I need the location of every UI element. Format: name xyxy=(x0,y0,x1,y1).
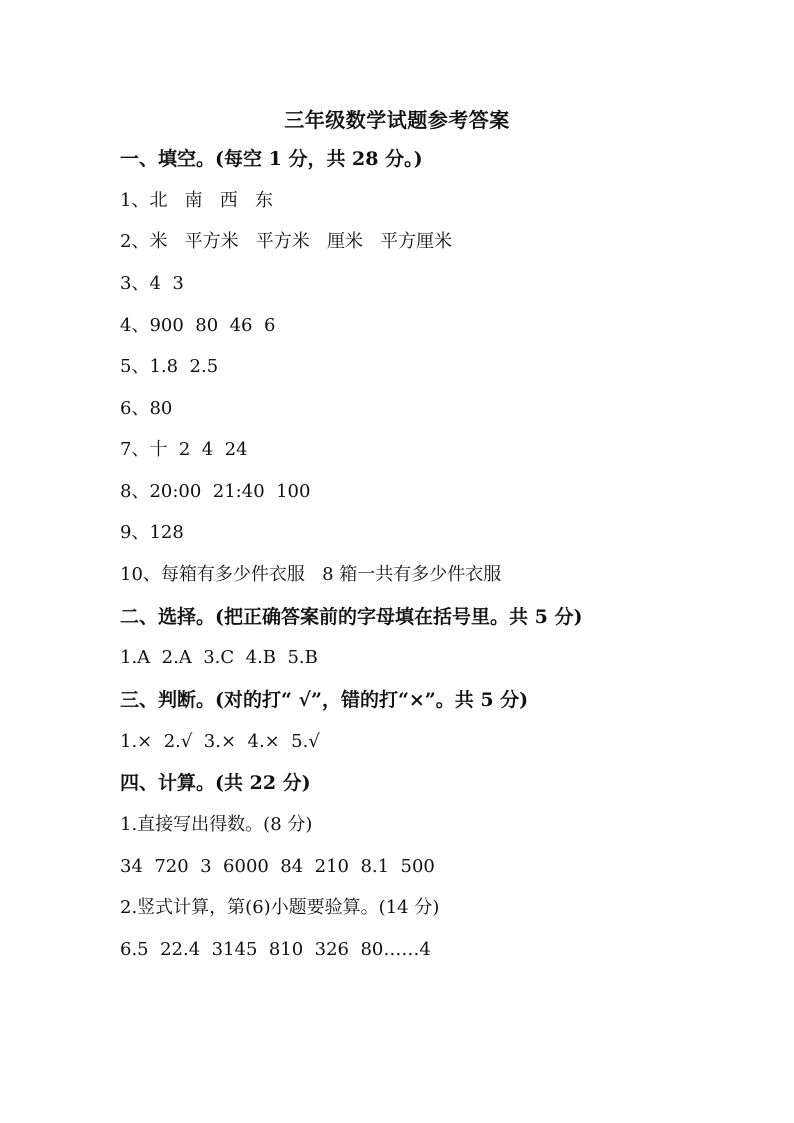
answer-line-6: 6、80 xyxy=(120,398,173,419)
section-heading-choice: 二、选择。(把正确答案前的字母填在括号里。共 5 分) xyxy=(120,606,583,628)
answer-line-2: 2、米 平方米 平方米 厘米 平方厘米 xyxy=(120,231,453,252)
section-heading-fill-blank: 一、填空。(每空 1 分，共 28 分。) xyxy=(120,148,423,170)
document-title: 三年级数学试题参考答案 xyxy=(284,108,510,132)
answer-line-9: 9、128 xyxy=(120,522,184,543)
answer-line-10: 10、每箱有多少件衣服 8 箱一共有多少件衣服 xyxy=(120,564,502,585)
answer-line-7: 7、十 2 4 24 xyxy=(120,439,248,460)
choice-answers: 1.A 2.A 3.C 4.B 5.B xyxy=(120,647,318,668)
calc-subheading-direct: 1.直接写出得数。(8 分) xyxy=(120,814,313,835)
answer-line-1: 1、北 南 西 东 xyxy=(120,190,273,211)
answer-line-3: 3、4 3 xyxy=(120,273,184,294)
calc-vertical-answers: 6.5 22.4 3145 810 326 80……4 xyxy=(120,939,431,960)
answer-line-5: 5、1.8 2.5 xyxy=(120,356,219,377)
section-heading-calculation: 四、计算。(共 22 分) xyxy=(120,772,311,794)
answer-line-4: 4、900 80 46 6 xyxy=(120,315,276,336)
answer-line-8: 8、20:00 21:40 100 xyxy=(120,481,311,502)
judge-answers: 1.× 2.√ 3.× 4.× 5.√ xyxy=(120,731,320,752)
section-heading-judge: 三、判断。(对的打“ √”，错的打“×”。共 5 分) xyxy=(120,689,529,711)
calc-direct-answers: 34 720 3 6000 84 210 8.1 500 xyxy=(120,856,435,877)
calc-subheading-vertical: 2.竖式计算，第(6)小题要验算。(14 分) xyxy=(120,897,440,918)
